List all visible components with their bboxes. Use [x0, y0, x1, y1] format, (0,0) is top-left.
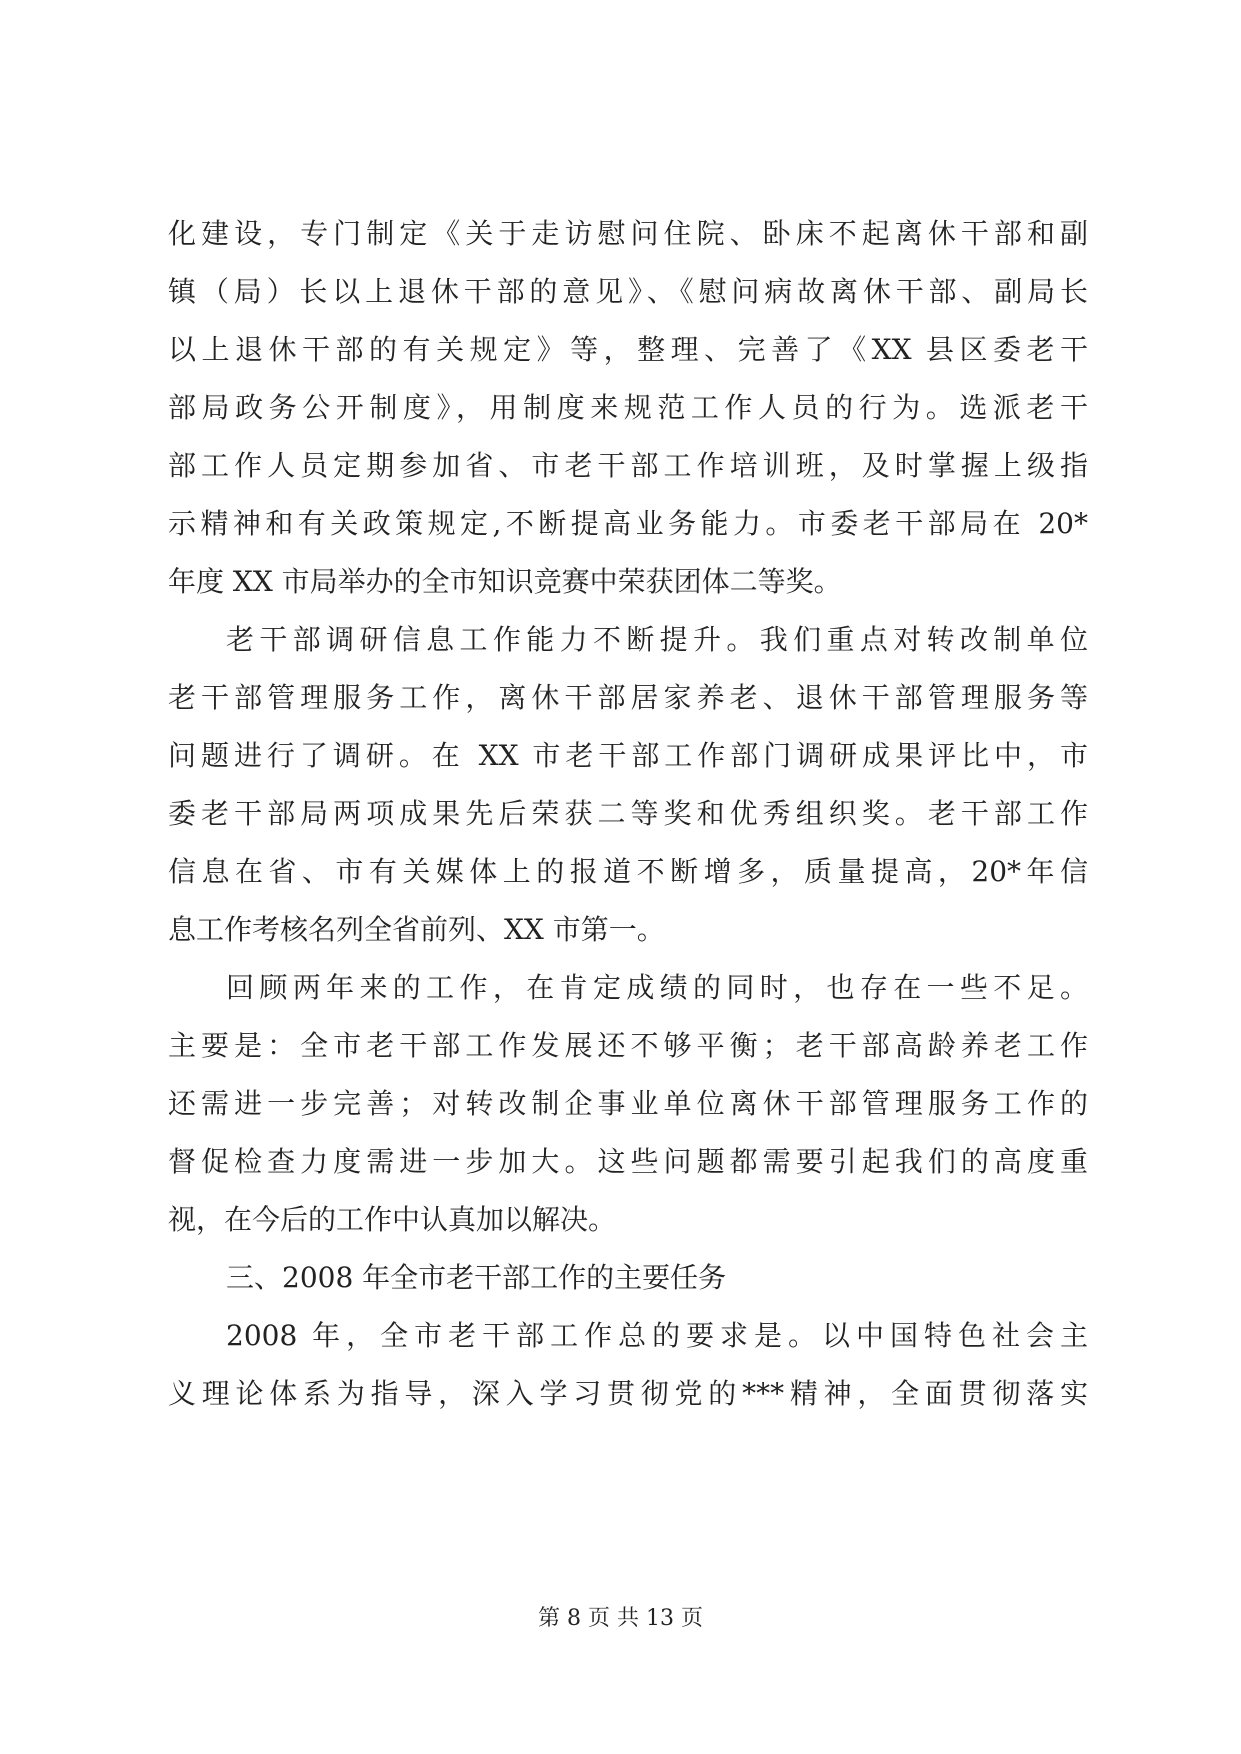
text-line: 老干部调研信息工作能力不断提升。我们重点对转改制单位	[226, 623, 1088, 656]
text-line: 老干部管理服务工作，离休干部居家养老、退休干部管理服务等	[168, 681, 1088, 714]
text-line: 年度 XX 市局举办的全市知识竞赛中荣获团体二等奖。	[168, 565, 842, 598]
text-line: 主要是：全市老干部工作发展还不够平衡；老干部高龄养老工作	[168, 1029, 1088, 1062]
text-line: 部工作人员定期参加省、市老干部工作培训班，及时掌握上级指	[168, 449, 1088, 482]
document-body	[168, 205, 1088, 1423]
text-line: 部局政务公开制度》，用制度来规范工作人员的行为。选派老干	[168, 391, 1088, 424]
text-line: 委老干部局两项成果先后荣获二等奖和优秀组织奖。老干部工作	[168, 797, 1088, 830]
text-line: 以上退休干部的有关规定》等，整理、完善了《XX 县区委老干	[168, 333, 1088, 366]
text-line: 视，在今后的工作中认真加以解决。	[168, 1203, 617, 1236]
text-line: 化建设，专门制定《关于走访慰问住院、卧床不起离休干部和副	[168, 217, 1088, 250]
text-line: 示精神和有关政策规定,不断提高业务能力。市委老干部局在 20*	[168, 507, 1088, 540]
text-line: 息工作考核名列全省前列、XX 市第一。	[168, 913, 665, 946]
text-line: 2008 年，全市老干部工作总的要求是。以中国特色社会主	[226, 1319, 1088, 1352]
text-line: 镇（局）长以上退休干部的意见》、《慰问病故离休干部、副局长	[168, 275, 1088, 308]
page-footer: 第 8 页 共 13 页	[538, 1606, 703, 1631]
text-line: 三、2008 年全市老干部工作的主要任务	[226, 1261, 727, 1294]
text-line: 问题进行了调研。在 XX 市老干部工作部门调研成果评比中，市	[168, 739, 1088, 772]
text-line: 义理论体系为指导，深入学习贯彻党的***精神，全面贯彻落实	[168, 1377, 1088, 1410]
text-line: 信息在省、市有关媒体上的报道不断增多，质量提高，20*年信	[168, 855, 1088, 888]
text-line: 还需进一步完善；对转改制企事业单位离休干部管理服务工作的	[168, 1087, 1088, 1120]
text-line: 回顾两年来的工作，在肯定成绩的同时，也存在一些不足。	[226, 971, 1088, 1004]
text-line: 督促检查力度需进一步加大。这些问题都需要引起我们的高度重	[168, 1145, 1088, 1178]
